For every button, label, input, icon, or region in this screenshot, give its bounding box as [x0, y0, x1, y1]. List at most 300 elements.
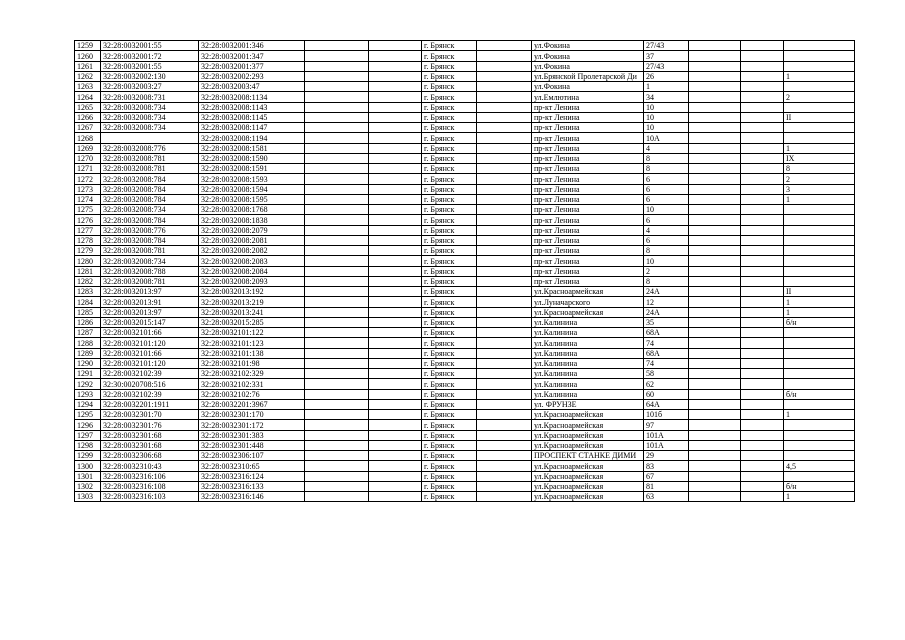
- premises-number-cell: [784, 440, 855, 450]
- object-cadastral-number-cell: 32:28:0032201:3967: [199, 399, 305, 409]
- land-cadastral-number-cell: 32:28:0032008:734: [101, 205, 199, 215]
- city-cell: г. Брянск: [422, 102, 477, 112]
- city-cell: г. Брянск: [422, 61, 477, 71]
- empty-col-e-cell: [741, 389, 784, 399]
- empty-col-d-cell: [689, 440, 741, 450]
- empty-col-a-cell: [305, 112, 369, 122]
- street-cell: ул.Калинина: [532, 379, 644, 389]
- empty-col-b-cell: [369, 246, 422, 256]
- empty-col-a-cell: [305, 348, 369, 358]
- street-cell: ул.Красноармейская: [532, 461, 644, 471]
- land-cadastral-number-cell: 32:28:0032316:103: [101, 492, 199, 502]
- city-cell: г. Брянск: [422, 143, 477, 153]
- premises-number-cell: [784, 82, 855, 92]
- empty-col-a-cell: [305, 184, 369, 194]
- object-cadastral-number-cell: 32:28:0032013:192: [199, 287, 305, 297]
- land-cadastral-number-cell: 32:28:0032013:97: [101, 307, 199, 317]
- empty-col-c-cell: [477, 61, 532, 71]
- city-cell: г. Брянск: [422, 225, 477, 235]
- object-cadastral-number-cell: 32:28:0032102:76: [199, 389, 305, 399]
- row-number-cell: 1297: [75, 430, 101, 440]
- premises-number-cell: [784, 246, 855, 256]
- empty-col-b-cell: [369, 215, 422, 225]
- land-cadastral-number-cell: 32:28:0032013:97: [101, 287, 199, 297]
- premises-number-cell: [784, 471, 855, 481]
- empty-col-c-cell: [477, 420, 532, 430]
- empty-col-b-cell: [369, 235, 422, 245]
- empty-col-b-cell: [369, 41, 422, 51]
- empty-col-b-cell: [369, 143, 422, 153]
- empty-col-d-cell: [689, 317, 741, 327]
- table-row: [75, 348, 855, 358]
- premises-number-cell: 1: [784, 143, 855, 153]
- table-row: [75, 123, 855, 133]
- table-row: [75, 51, 855, 61]
- land-cadastral-number-cell: 32:28:0032008:781: [101, 246, 199, 256]
- premises-number-cell: 1: [784, 307, 855, 317]
- empty-col-b-cell: [369, 297, 422, 307]
- land-cadastral-number-cell: 32:28:0032008:734: [101, 256, 199, 266]
- empty-col-e-cell: [741, 317, 784, 327]
- object-cadastral-number-cell: 32:28:0032008:1590: [199, 153, 305, 163]
- street-cell: ул.Фокина: [532, 61, 644, 71]
- house-number-cell: 27/43: [644, 41, 689, 51]
- premises-number-cell: [784, 379, 855, 389]
- street-cell: ул.Калинина: [532, 358, 644, 368]
- table-row: [75, 194, 855, 204]
- street-cell: ул.Фокина: [532, 51, 644, 61]
- city-cell: г. Брянск: [422, 51, 477, 61]
- empty-col-b-cell: [369, 420, 422, 430]
- empty-col-a-cell: [305, 174, 369, 184]
- premises-number-cell: [784, 338, 855, 348]
- premises-number-cell: [784, 328, 855, 338]
- table-row: [75, 256, 855, 266]
- table-row: [75, 492, 855, 502]
- empty-col-b-cell: [369, 51, 422, 61]
- table-row: [75, 153, 855, 163]
- empty-col-a-cell: [305, 246, 369, 256]
- empty-col-d-cell: [689, 61, 741, 71]
- table-row: [75, 82, 855, 92]
- street-cell: ул.Емлютина: [532, 92, 644, 102]
- street-cell: пр-кт Ленина: [532, 133, 644, 143]
- street-cell: ул.Фокина: [532, 41, 644, 51]
- land-cadastral-number-cell: 32:28:0032001:55: [101, 61, 199, 71]
- table-row: [75, 41, 855, 51]
- empty-col-c-cell: [477, 112, 532, 122]
- empty-col-c-cell: [477, 410, 532, 420]
- house-number-cell: 60: [644, 389, 689, 399]
- empty-col-d-cell: [689, 123, 741, 133]
- city-cell: г. Брянск: [422, 246, 477, 256]
- empty-col-a-cell: [305, 451, 369, 461]
- row-number-cell: 1263: [75, 82, 101, 92]
- empty-col-b-cell: [369, 287, 422, 297]
- empty-col-d-cell: [689, 256, 741, 266]
- premises-number-cell: 1: [784, 71, 855, 81]
- table-row: [75, 174, 855, 184]
- premises-number-cell: б/н: [784, 317, 855, 327]
- city-cell: г. Брянск: [422, 297, 477, 307]
- row-number-cell: 1265: [75, 102, 101, 112]
- empty-col-a-cell: [305, 71, 369, 81]
- city-cell: г. Брянск: [422, 41, 477, 51]
- land-cadastral-number-cell: 32:28:0032008:781: [101, 164, 199, 174]
- house-number-cell: 68А: [644, 328, 689, 338]
- empty-col-a-cell: [305, 235, 369, 245]
- empty-col-d-cell: [689, 133, 741, 143]
- row-number-cell: 1261: [75, 61, 101, 71]
- city-cell: г. Брянск: [422, 82, 477, 92]
- house-number-cell: 27/43: [644, 61, 689, 71]
- object-cadastral-number-cell: 32:28:0032102:329: [199, 369, 305, 379]
- house-number-cell: 8: [644, 276, 689, 286]
- premises-number-cell: [784, 266, 855, 276]
- empty-col-e-cell: [741, 205, 784, 215]
- row-number-cell: 1274: [75, 194, 101, 204]
- empty-col-b-cell: [369, 338, 422, 348]
- empty-col-e-cell: [741, 256, 784, 266]
- land-cadastral-number-cell: 32:28:0032301:68: [101, 430, 199, 440]
- city-cell: г. Брянск: [422, 358, 477, 368]
- table-row: [75, 461, 855, 471]
- empty-col-e-cell: [741, 153, 784, 163]
- empty-col-c-cell: [477, 184, 532, 194]
- row-number-cell: 1298: [75, 440, 101, 450]
- land-cadastral-number-cell: 32:28:0032008:734: [101, 102, 199, 112]
- table-row: [75, 481, 855, 491]
- land-cadastral-number-cell: 32:28:0032002:130: [101, 71, 199, 81]
- empty-col-b-cell: [369, 451, 422, 461]
- empty-col-a-cell: [305, 123, 369, 133]
- house-number-cell: 35: [644, 317, 689, 327]
- empty-col-c-cell: [477, 164, 532, 174]
- object-cadastral-number-cell: 32:28:0032008:2082: [199, 246, 305, 256]
- empty-col-e-cell: [741, 451, 784, 461]
- empty-col-a-cell: [305, 440, 369, 450]
- object-cadastral-number-cell: 32:28:0032008:1768: [199, 205, 305, 215]
- empty-col-d-cell: [689, 389, 741, 399]
- street-cell: ул.Красноармейская: [532, 471, 644, 481]
- empty-col-a-cell: [305, 164, 369, 174]
- empty-col-c-cell: [477, 328, 532, 338]
- land-cadastral-number-cell: 32:28:0032316:106: [101, 471, 199, 481]
- empty-col-a-cell: [305, 215, 369, 225]
- empty-col-a-cell: [305, 256, 369, 266]
- city-cell: г. Брянск: [422, 379, 477, 389]
- street-cell: ул.Красноармейская: [532, 307, 644, 317]
- empty-col-e-cell: [741, 379, 784, 389]
- premises-number-cell: б/н: [784, 389, 855, 399]
- empty-col-c-cell: [477, 41, 532, 51]
- city-cell: г. Брянск: [422, 338, 477, 348]
- empty-col-e-cell: [741, 235, 784, 245]
- empty-col-e-cell: [741, 348, 784, 358]
- city-cell: г. Брянск: [422, 164, 477, 174]
- city-cell: г. Брянск: [422, 481, 477, 491]
- object-cadastral-number-cell: 32:28:0032101:123: [199, 338, 305, 348]
- land-cadastral-number-cell: 32:28:0032306:68: [101, 451, 199, 461]
- row-number-cell: 1273: [75, 184, 101, 194]
- table-row: [75, 276, 855, 286]
- object-cadastral-number-cell: 32:28:0032301:170: [199, 410, 305, 420]
- house-number-cell: 6: [644, 194, 689, 204]
- house-number-cell: 101б: [644, 410, 689, 420]
- row-number-cell: 1301: [75, 471, 101, 481]
- empty-col-e-cell: [741, 430, 784, 440]
- object-cadastral-number-cell: 32:28:0032013:219: [199, 297, 305, 307]
- table-row: [75, 266, 855, 276]
- empty-col-a-cell: [305, 492, 369, 502]
- empty-col-d-cell: [689, 379, 741, 389]
- empty-col-c-cell: [477, 317, 532, 327]
- land-cadastral-number-cell: 32:28:0032101:66: [101, 328, 199, 338]
- house-number-cell: 24А: [644, 307, 689, 317]
- empty-col-d-cell: [689, 287, 741, 297]
- empty-col-a-cell: [305, 133, 369, 143]
- street-cell: ул.Фокина: [532, 82, 644, 92]
- house-number-cell: 68А: [644, 348, 689, 358]
- empty-col-b-cell: [369, 71, 422, 81]
- street-cell: пр-кт Ленина: [532, 194, 644, 204]
- table-row: [75, 112, 855, 122]
- city-cell: г. Брянск: [422, 174, 477, 184]
- empty-col-d-cell: [689, 266, 741, 276]
- empty-col-b-cell: [369, 389, 422, 399]
- land-cadastral-number-cell: 32:28:0032301:68: [101, 440, 199, 450]
- house-number-cell: 8: [644, 153, 689, 163]
- object-cadastral-number-cell: 32:28:0032102:331: [199, 379, 305, 389]
- empty-col-b-cell: [369, 82, 422, 92]
- house-number-cell: 1: [644, 82, 689, 92]
- empty-col-b-cell: [369, 184, 422, 194]
- empty-col-c-cell: [477, 71, 532, 81]
- house-number-cell: 10А: [644, 133, 689, 143]
- table-row: [75, 338, 855, 348]
- row-number-cell: 1272: [75, 174, 101, 184]
- empty-col-d-cell: [689, 41, 741, 51]
- empty-col-e-cell: [741, 133, 784, 143]
- row-number-cell: 1281: [75, 266, 101, 276]
- table-row: [75, 246, 855, 256]
- row-number-cell: 1276: [75, 215, 101, 225]
- land-cadastral-number-cell: 32:28:0032001:55: [101, 41, 199, 51]
- object-cadastral-number-cell: 32:28:0032013:241: [199, 307, 305, 317]
- empty-col-c-cell: [477, 153, 532, 163]
- empty-col-b-cell: [369, 112, 422, 122]
- empty-col-e-cell: [741, 225, 784, 235]
- empty-col-b-cell: [369, 276, 422, 286]
- street-cell: ул.Красноармейская: [532, 287, 644, 297]
- street-cell: ул.Калинина: [532, 389, 644, 399]
- row-number-cell: 1300: [75, 461, 101, 471]
- empty-col-a-cell: [305, 410, 369, 420]
- empty-col-d-cell: [689, 338, 741, 348]
- empty-col-a-cell: [305, 481, 369, 491]
- table-row: [75, 215, 855, 225]
- empty-col-e-cell: [741, 276, 784, 286]
- object-cadastral-number-cell: 32:28:0032008:1591: [199, 164, 305, 174]
- row-number-cell: 1284: [75, 297, 101, 307]
- table-row: [75, 102, 855, 112]
- empty-col-d-cell: [689, 410, 741, 420]
- empty-col-d-cell: [689, 297, 741, 307]
- house-number-cell: 8: [644, 246, 689, 256]
- city-cell: г. Брянск: [422, 410, 477, 420]
- empty-col-a-cell: [305, 51, 369, 61]
- empty-col-b-cell: [369, 369, 422, 379]
- object-cadastral-number-cell: 32:28:0032101:122: [199, 328, 305, 338]
- land-cadastral-number-cell: 32:28:0032008:731: [101, 92, 199, 102]
- object-cadastral-number-cell: 32:28:0032316:133: [199, 481, 305, 491]
- street-cell: пр-кт Ленина: [532, 164, 644, 174]
- empty-col-e-cell: [741, 420, 784, 430]
- street-cell: пр-кт Ленина: [532, 266, 644, 276]
- city-cell: г. Брянск: [422, 287, 477, 297]
- empty-col-a-cell: [305, 266, 369, 276]
- land-cadastral-number-cell: 32:28:0032008:784: [101, 235, 199, 245]
- empty-col-c-cell: [477, 461, 532, 471]
- row-number-cell: 1296: [75, 420, 101, 430]
- house-number-cell: 74: [644, 338, 689, 348]
- land-cadastral-number-cell: 32:28:0032015:147: [101, 317, 199, 327]
- empty-col-d-cell: [689, 276, 741, 286]
- table-row: [75, 61, 855, 71]
- land-cadastral-number-cell: 32:28:0032101:120: [101, 338, 199, 348]
- empty-col-b-cell: [369, 153, 422, 163]
- city-cell: г. Брянск: [422, 471, 477, 481]
- street-cell: пр-кт Ленина: [532, 205, 644, 215]
- house-number-cell: 34: [644, 92, 689, 102]
- object-cadastral-number-cell: 32:28:0032008:1581: [199, 143, 305, 153]
- house-number-cell: 10: [644, 102, 689, 112]
- object-cadastral-number-cell: 32:28:0032008:1145: [199, 112, 305, 122]
- land-cadastral-number-cell: 32:28:0032101:120: [101, 358, 199, 368]
- empty-col-b-cell: [369, 123, 422, 133]
- land-cadastral-number-cell: 32:28:0032013:91: [101, 297, 199, 307]
- table-row: [75, 379, 855, 389]
- empty-col-e-cell: [741, 287, 784, 297]
- table-row: [75, 307, 855, 317]
- street-cell: пр-кт Ленина: [532, 143, 644, 153]
- empty-col-c-cell: [477, 235, 532, 245]
- object-cadastral-number-cell: 32:28:0032301:172: [199, 420, 305, 430]
- table-row: [75, 92, 855, 102]
- empty-col-b-cell: [369, 410, 422, 420]
- empty-col-c-cell: [477, 123, 532, 133]
- land-cadastral-number-cell: 32:28:0032008:784: [101, 174, 199, 184]
- city-cell: г. Брянск: [422, 399, 477, 409]
- land-cadastral-number-cell: 32:28:0032301:70: [101, 410, 199, 420]
- empty-col-d-cell: [689, 358, 741, 368]
- street-cell: пр-кт Ленина: [532, 184, 644, 194]
- empty-col-d-cell: [689, 471, 741, 481]
- row-number-cell: 1289: [75, 348, 101, 358]
- empty-col-d-cell: [689, 369, 741, 379]
- house-number-cell: 10: [644, 123, 689, 133]
- city-cell: г. Брянск: [422, 307, 477, 317]
- premises-number-cell: [784, 358, 855, 368]
- house-number-cell: 81: [644, 481, 689, 491]
- city-cell: г. Брянск: [422, 112, 477, 122]
- empty-col-d-cell: [689, 246, 741, 256]
- empty-col-e-cell: [741, 328, 784, 338]
- house-number-cell: 10: [644, 112, 689, 122]
- empty-col-a-cell: [305, 82, 369, 92]
- object-cadastral-number-cell: 32:28:0032316:124: [199, 471, 305, 481]
- street-cell: пр-кт Ленина: [532, 276, 644, 286]
- premises-number-cell: [784, 348, 855, 358]
- street-cell: ул.Калинина: [532, 348, 644, 358]
- street-cell: ул.Калинина: [532, 338, 644, 348]
- city-cell: г. Брянск: [422, 71, 477, 81]
- object-cadastral-number-cell: 32:28:0032002:293: [199, 71, 305, 81]
- empty-col-a-cell: [305, 379, 369, 389]
- empty-col-c-cell: [477, 481, 532, 491]
- city-cell: г. Брянск: [422, 492, 477, 502]
- row-number-cell: 1262: [75, 71, 101, 81]
- empty-col-c-cell: [477, 174, 532, 184]
- table-row: [75, 71, 855, 81]
- empty-col-b-cell: [369, 164, 422, 174]
- premises-number-cell: [784, 399, 855, 409]
- empty-col-e-cell: [741, 399, 784, 409]
- house-number-cell: 8: [644, 164, 689, 174]
- premises-number-cell: б/н: [784, 481, 855, 491]
- city-cell: г. Брянск: [422, 430, 477, 440]
- empty-col-a-cell: [305, 194, 369, 204]
- empty-col-d-cell: [689, 82, 741, 92]
- house-number-cell: 101А: [644, 440, 689, 450]
- land-cadastral-number-cell: 32:28:0032310:43: [101, 461, 199, 471]
- city-cell: г. Брянск: [422, 369, 477, 379]
- empty-col-b-cell: [369, 225, 422, 235]
- object-cadastral-number-cell: 32:28:0032316:146: [199, 492, 305, 502]
- empty-col-c-cell: [477, 348, 532, 358]
- empty-col-b-cell: [369, 102, 422, 112]
- street-cell: пр-кт Ленина: [532, 102, 644, 112]
- table-row: [75, 184, 855, 194]
- table-row: [75, 317, 855, 327]
- house-number-cell: 101А: [644, 430, 689, 440]
- empty-col-d-cell: [689, 481, 741, 491]
- empty-col-b-cell: [369, 399, 422, 409]
- object-cadastral-number-cell: 32:28:0032008:1147: [199, 123, 305, 133]
- table-row: [75, 430, 855, 440]
- house-number-cell: 6: [644, 184, 689, 194]
- empty-col-e-cell: [741, 410, 784, 420]
- street-cell: ул.Калинина: [532, 317, 644, 327]
- premises-number-cell: [784, 61, 855, 71]
- city-cell: г. Брянск: [422, 461, 477, 471]
- empty-col-d-cell: [689, 153, 741, 163]
- premises-number-cell: [784, 276, 855, 286]
- city-cell: г. Брянск: [422, 256, 477, 266]
- empty-col-e-cell: [741, 266, 784, 276]
- row-number-cell: 1279: [75, 246, 101, 256]
- house-number-cell: 64А: [644, 399, 689, 409]
- premises-number-cell: II: [784, 287, 855, 297]
- empty-col-c-cell: [477, 440, 532, 450]
- object-cadastral-number-cell: 32:28:0032008:2084: [199, 266, 305, 276]
- empty-col-d-cell: [689, 420, 741, 430]
- premises-number-cell: 8: [784, 164, 855, 174]
- premises-number-cell: [784, 256, 855, 266]
- row-number-cell: 1299: [75, 451, 101, 461]
- object-cadastral-number-cell: 32:28:0032001:377: [199, 61, 305, 71]
- premises-number-cell: 2: [784, 92, 855, 102]
